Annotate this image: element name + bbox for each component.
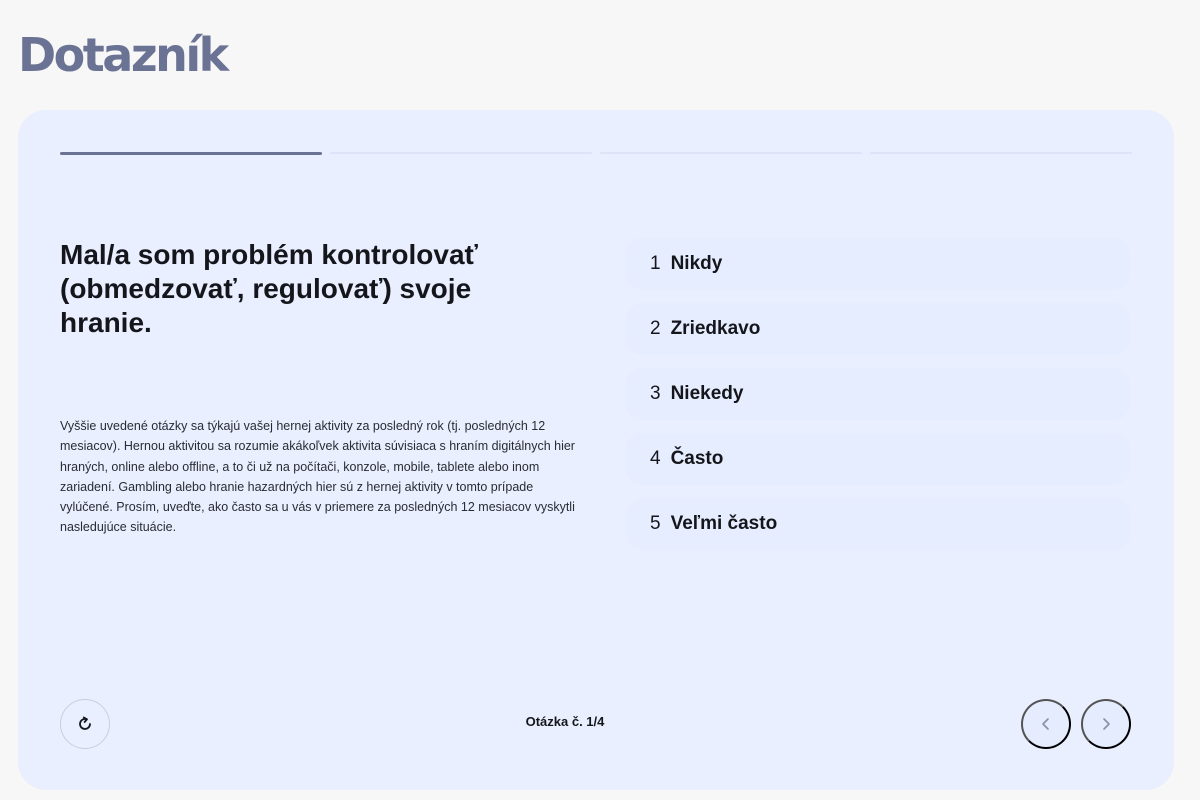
questionnaire-card	[18, 110, 1174, 790]
answer-option-1[interactable]	[626, 238, 1130, 290]
next-button[interactable]	[1081, 699, 1131, 749]
option-number: 3	[650, 383, 661, 404]
answer-options	[626, 238, 1130, 563]
answer-option-3[interactable]	[626, 368, 1130, 420]
progress-bar	[60, 152, 1132, 155]
reset-icon	[77, 716, 93, 732]
option-number: 5	[650, 513, 661, 534]
reset-button[interactable]	[60, 699, 110, 749]
answer-option-2[interactable]	[626, 303, 1130, 355]
option-label: Nikdy	[670, 253, 723, 274]
option-number: 1	[650, 253, 661, 274]
answer-option-5[interactable]	[626, 498, 1130, 550]
option-number: 2	[650, 318, 661, 339]
chevron-left-icon	[1039, 717, 1053, 731]
previous-button[interactable]	[1021, 699, 1071, 749]
progress-segment-3	[600, 152, 862, 154]
chevron-right-icon	[1099, 717, 1113, 731]
progress-segment-4	[870, 152, 1132, 154]
option-label: Veľmi často	[670, 513, 778, 534]
question-description: Vyššie uvedené otázky sa týkajú vašej hernej aktivity za posledný rok (tj. posledných 12 mesiacov). Hernou aktivitou sa rozumie akákoľvek aktivita súvisiaca s hraním digitálnych hier hraných, online alebo offline, a to či už na počítači, konzole, mobile, tablete alebo inom zariadení. Gambling alebo hranie hazardných hier sú z hernej aktivity v tomto prípade vylúčené. Prosím, uveďte, ako často sa u vás v priemere za posledných 12 mesiacov vyskytli nasledujúce situácie.	[60, 419, 575, 535]
option-number: 4	[650, 448, 661, 469]
progress-segment-2	[330, 152, 592, 154]
page-title: Dotazník	[18, 28, 227, 82]
question-text: Mal/a som problém kontrolovať (obmedzovať, regulovať) svoje hranie.	[60, 239, 478, 338]
question-counter: Otázka č. 1/4	[525, 714, 605, 729]
option-label: Často	[670, 448, 724, 469]
answer-option-4[interactable]	[626, 433, 1130, 485]
progress-segment-1	[60, 152, 322, 155]
option-label: Zriedkavo	[670, 318, 761, 339]
option-label: Niekedy	[670, 383, 744, 404]
